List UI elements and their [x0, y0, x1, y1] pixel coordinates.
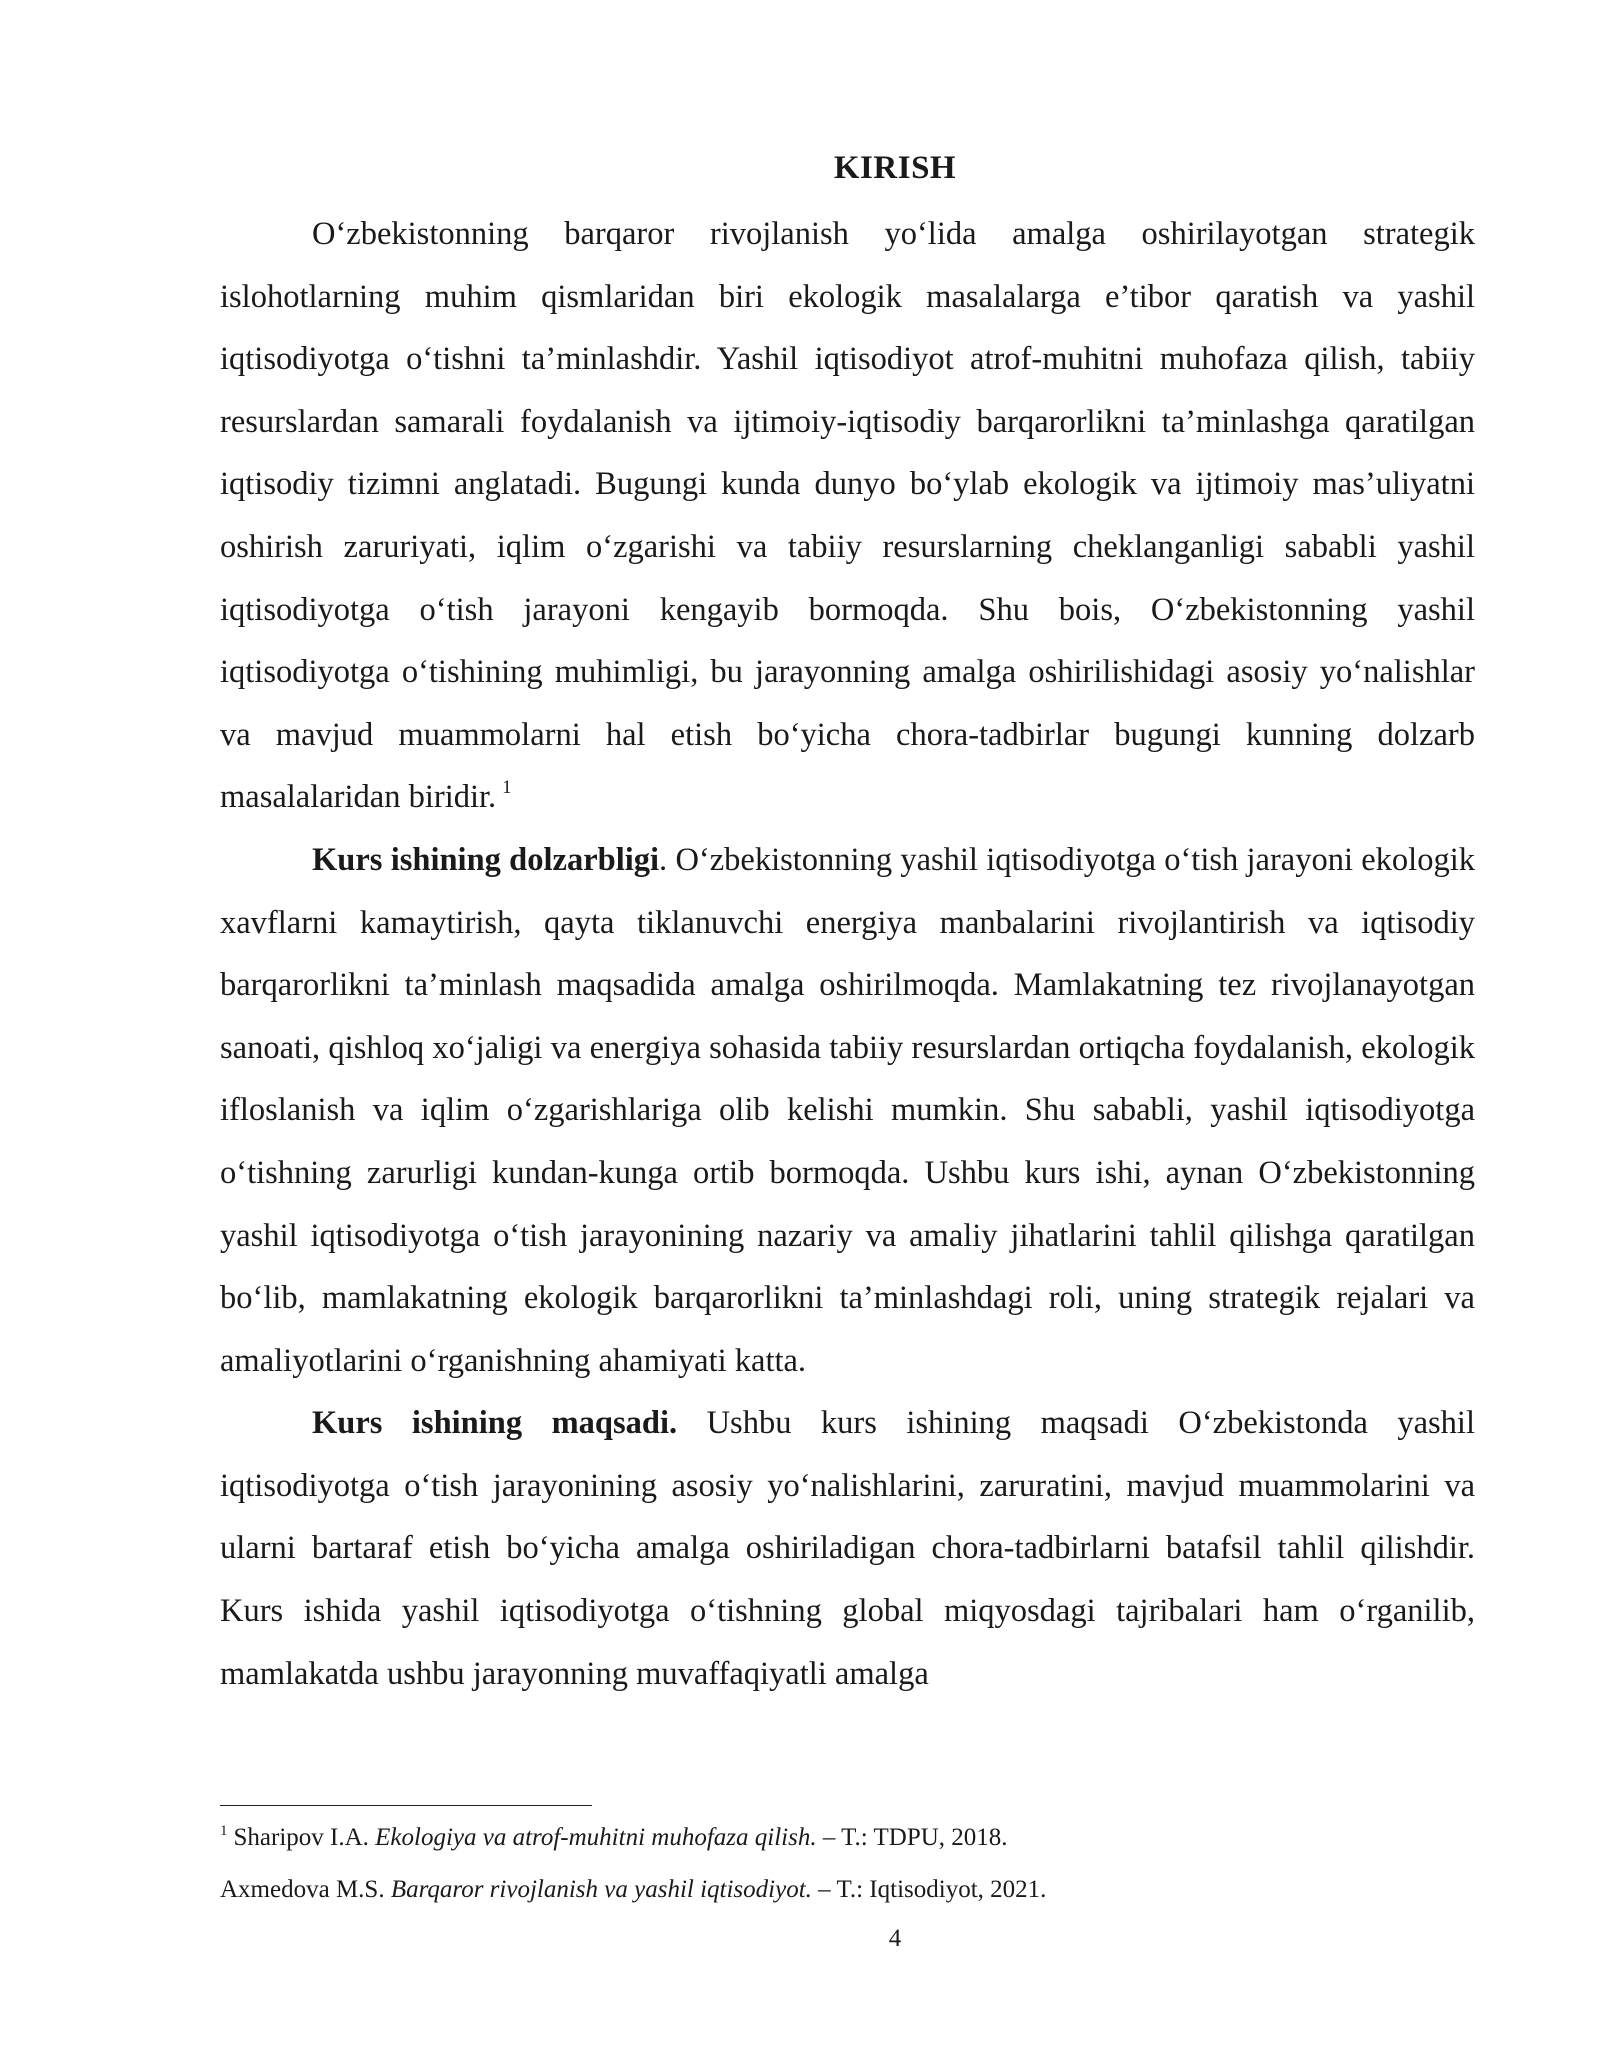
footnote-work: Ekologiya va atrof-muhitni muhofaza qilish.: [375, 1824, 817, 1851]
body-text: [220, 203, 1475, 1705]
footnote-marker: 1: [220, 1823, 228, 1839]
paragraph-text: Ushbu kurs ishining maqsadi O‘zbekistonda yashil iqtisodiyotga o‘tish jarayonining asosiy yo‘nalishlarini, zaruratini, mavjud muammolarini va ularni bartaraf etish bo‘yicha amalga oshiriladigan chora-tadbirlarni batafsil tahlil qilishdir. Kurs ishida yashil iqtisodiyotga o‘tishning global miqyosdagi tajribalari ham o‘rganilib, mamlakatda ushbu jarayonning muvaffaqiyatli amalga: [220, 1405, 1475, 1692]
page-title: KIRISH: [833, 150, 957, 186]
footnote-reference: 1: [502, 777, 512, 799]
paragraph-heading: Kurs ishining dolzarbligi: [312, 841, 660, 878]
footnote-separator: [220, 1805, 592, 1806]
footnotes: [220, 1812, 1475, 1916]
footnote-item: [220, 1812, 1475, 1864]
footnote-work: Barqaror rivojlanish va yashil iqtisodiyot.: [390, 1876, 812, 1903]
paragraph-introduction: [220, 203, 1475, 829]
paragraph-goal: [220, 1392, 1475, 1705]
paragraph-heading: Kurs ishining maqsadi.: [312, 1405, 678, 1442]
footnote-publisher: – T.: TDPU, 2018.: [822, 1824, 1008, 1851]
footnote-author: Sharipov I.A.: [233, 1824, 369, 1851]
page-number: 4: [888, 1925, 902, 1952]
footnote-publisher: – T.: Iqtisodiyot, 2021.: [818, 1876, 1047, 1903]
footnote-author: Axmedova M.S.: [220, 1876, 385, 1903]
footnote-item: [220, 1864, 1475, 1916]
paragraph-relevance: [220, 829, 1475, 1392]
paragraph-text: O‘zbekistonning barqaror rivojlanish yo‘lida amalga oshirilayotgan strategik islohotlarning muhim qismlaridan biri ekologik masalalarga e’tibor qaratish va yashil iqtisodiyotga o‘tishni ta’minlashdir. Yashil iqtisodiyot atrof-muhitni muhofaza qilish, tabiiy resurslardan samarali foydalanish va ijtimoiy-iqtisodiy barqarorlikni ta’minlashga qaratilgan iqtisodiy tizimni anglatadi. Bugungi kunda dunyo bo‘ylab ekologik va ijtimoiy mas’uliyatni oshirish zaruriyati, iqlim o‘zgarishi va tabiiy resurslarning cheklanganligi sababli yashil iqtisodiyotga o‘tish jarayoni kengayib bormoqda. Shu bois, O‘zbekistonning yashil iqtisodiyotga o‘tishining muhimligi, bu jarayonning amalga oshirilishidagi asosiy yo‘nalishlar va mavjud muammolarni hal etish bo‘yicha chora-tadbirlar bugungi kunning dolzarb masalalaridan biridir.: [220, 216, 1475, 816]
paragraph-text: . O‘zbekistonning yashil iqtisodiyotga o‘tish jarayoni ekologik xavflarni kamaytirish, qayta tiklanuvchi energiya manbalarini rivojlantirish va iqtisodiy barqarorlikni ta’minlash maqsadida amalga oshirilmoqda. Mamlakatning tez rivojlanayotgan sanoati, qishloq xo‘jaligi va energiya sohasida tabiiy resurslardan ortiqcha foydalanish, ekologik ifloslanish va iqlim o‘zgarishlariga olib kelishi mumkin. Shu sababli, yashil iqtisodiyotga o‘tishning zarurligi kundan-kunga ortib bormoqda. Ushbu kurs ishi, aynan O‘zbekistonning yashil iqtisodiyotga o‘tish jarayonining nazariy va amaliy jihatlarini tahlil qilishga qaratilgan bo‘lib, mamlakatning ekologik barqarorlikni ta’minlashdagi roli, uning strategik rejalari va amaliyotlarini o‘rganishning ahamiyati katta.: [220, 841, 1475, 1379]
